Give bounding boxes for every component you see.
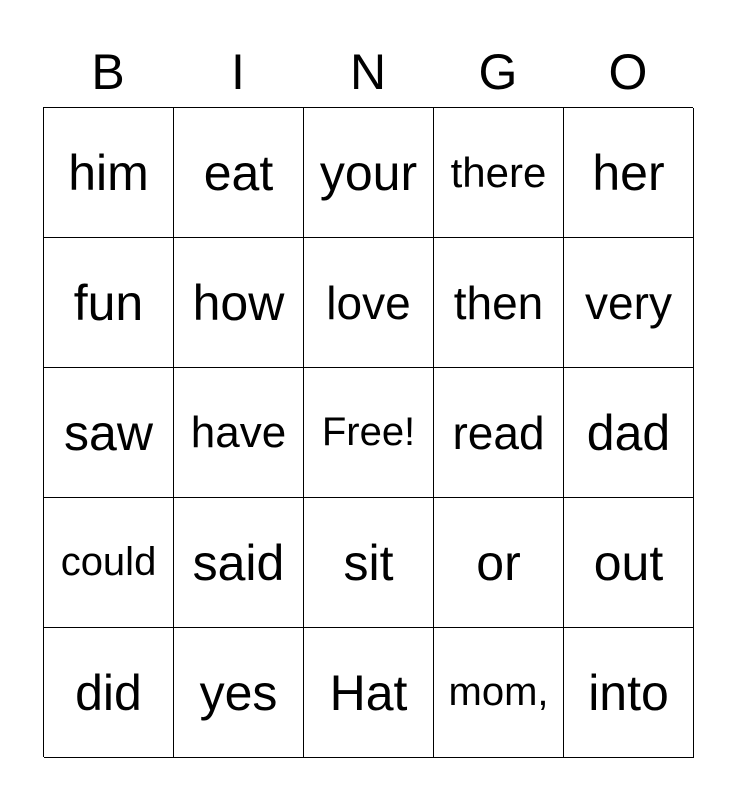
bingo-cell[interactable]: out xyxy=(564,498,694,628)
bingo-header xyxy=(43,42,693,102)
header-letter-i: I xyxy=(231,44,245,100)
bingo-cell[interactable]: did xyxy=(44,628,174,758)
bingo-cell[interactable]: him xyxy=(44,108,174,238)
bingo-cell[interactable]: love xyxy=(304,238,434,368)
bingo-cell[interactable]: eat xyxy=(174,108,304,238)
header-letter-n: N xyxy=(349,44,387,100)
bingo-board xyxy=(43,107,693,757)
free-space-cell[interactable]: Free! xyxy=(304,368,434,498)
bingo-cell[interactable]: yes xyxy=(174,628,304,758)
bingo-cell[interactable]: into xyxy=(564,628,694,758)
bingo-cell[interactable]: mom, xyxy=(434,628,564,758)
bingo-cell[interactable]: have xyxy=(174,368,304,498)
bingo-cell[interactable]: how xyxy=(174,238,304,368)
bingo-cell[interactable]: very xyxy=(564,238,694,368)
bingo-cell[interactable]: fun xyxy=(44,238,174,368)
bingo-cell[interactable]: your xyxy=(304,108,434,238)
bingo-cell[interactable]: said xyxy=(174,498,304,628)
bingo-cell[interactable]: her xyxy=(564,108,694,238)
bingo-cell[interactable]: dad xyxy=(564,368,694,498)
bingo-cell[interactable]: sit xyxy=(304,498,434,628)
bingo-cell[interactable]: there xyxy=(434,108,564,238)
header-letter-b: B xyxy=(91,44,125,100)
bingo-cell[interactable]: Hat xyxy=(304,628,434,758)
header-letter-g: G xyxy=(478,44,518,100)
bingo-cell[interactable]: then xyxy=(434,238,564,368)
bingo-cell[interactable]: or xyxy=(434,498,564,628)
bingo-cell[interactable]: read xyxy=(434,368,564,498)
header-letter-o: O xyxy=(608,44,648,100)
bingo-cell[interactable]: saw xyxy=(44,368,174,498)
bingo-cell[interactable]: could xyxy=(44,498,174,628)
